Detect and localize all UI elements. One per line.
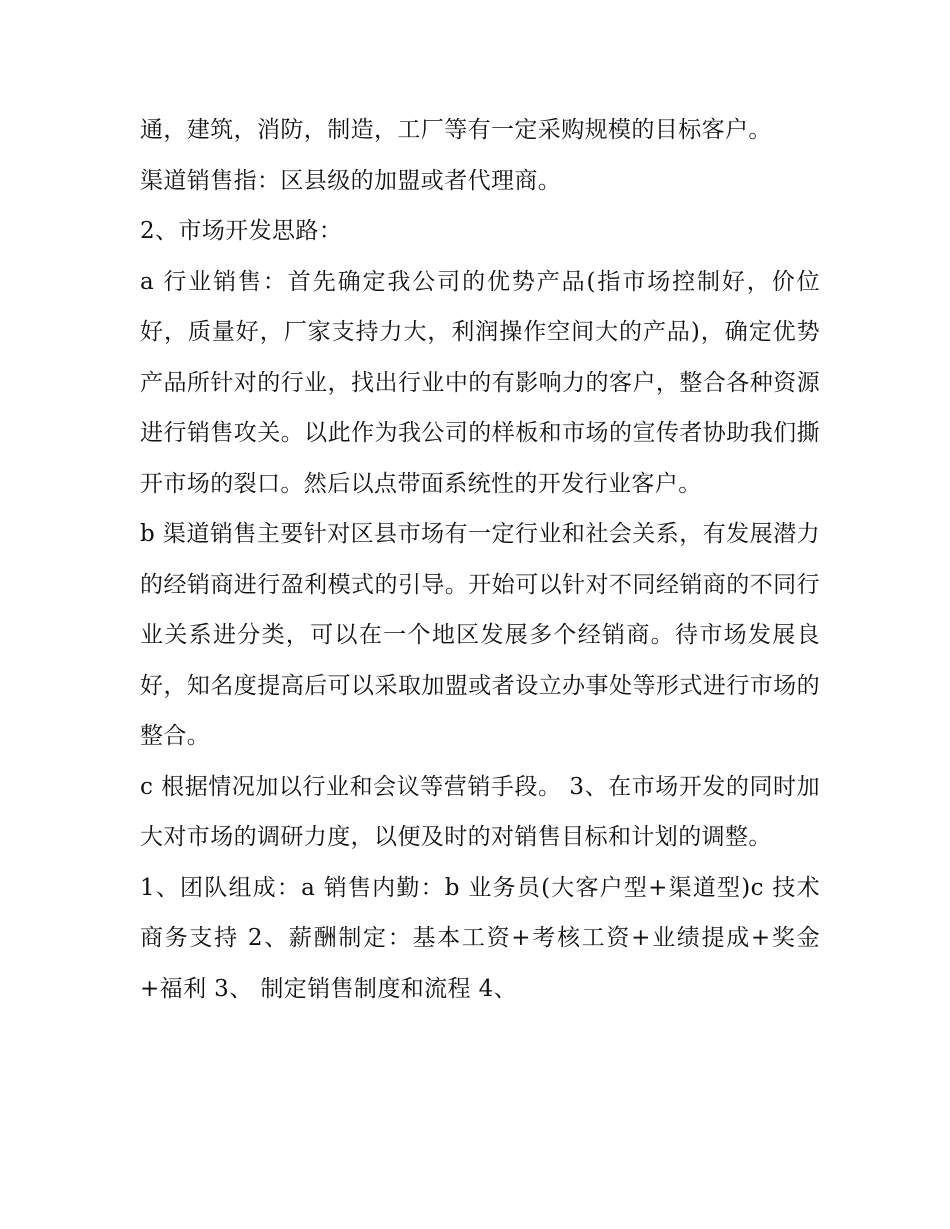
paragraph-industry-sales: a 行业销售：首先确定我公司的优势产品(指市场控制好，价位好，质量好，厂家支持力大，利润操作空间大的产品)，确定优势产品所针对的行业，找出行业中的有影响力的客户，整合各种资源进行销售攻关。以此作为我公司的样板和市场的宣传者协助我们撕开市场的裂口。然后以点带面系统性的开发行业客户。 [140,268,820,497]
paragraph-channel-sales: b 渠道销售主要针对区县市场有一定行业和社会关系，有发展潜力的经销商进行盈利模式的引导。开始可以针对不同经销商的不同行业关系进分类，可以在一个地区发展多个经销商。待市场发展良好，知名度提高后可以采取加盟或者设立办事处等形式进行市场的整合。 [140,521,820,749]
paragraph-channel-sales-definition: 渠道销售指：区县级的加盟或者代理商。 [140,167,562,194]
paragraph-market-strategy-heading: 2、市场开发思路： [140,218,343,244]
paragraph-target-customers: 通，建筑，消防，制造，工厂等有一定采购规模的目标客户。 [140,117,772,143]
paragraph-team-composition: 1、团队组成：a 销售内勤：b 业务员(大客户型+渠道型)c 技术商务支持 2、薪酬制定：基本工资+考核工资+业绩提成+奖金+福利 3、 制定销售制度和流程 4、 [140,874,820,1002]
document-body [140,105,820,1014]
paragraph-marketing-methods: c 根据情况加以行业和会议等营销手段。 3、在市场开发的同时加大对市场的调研力度，以便及时的对销售目标和计划的调整。 [140,773,820,850]
